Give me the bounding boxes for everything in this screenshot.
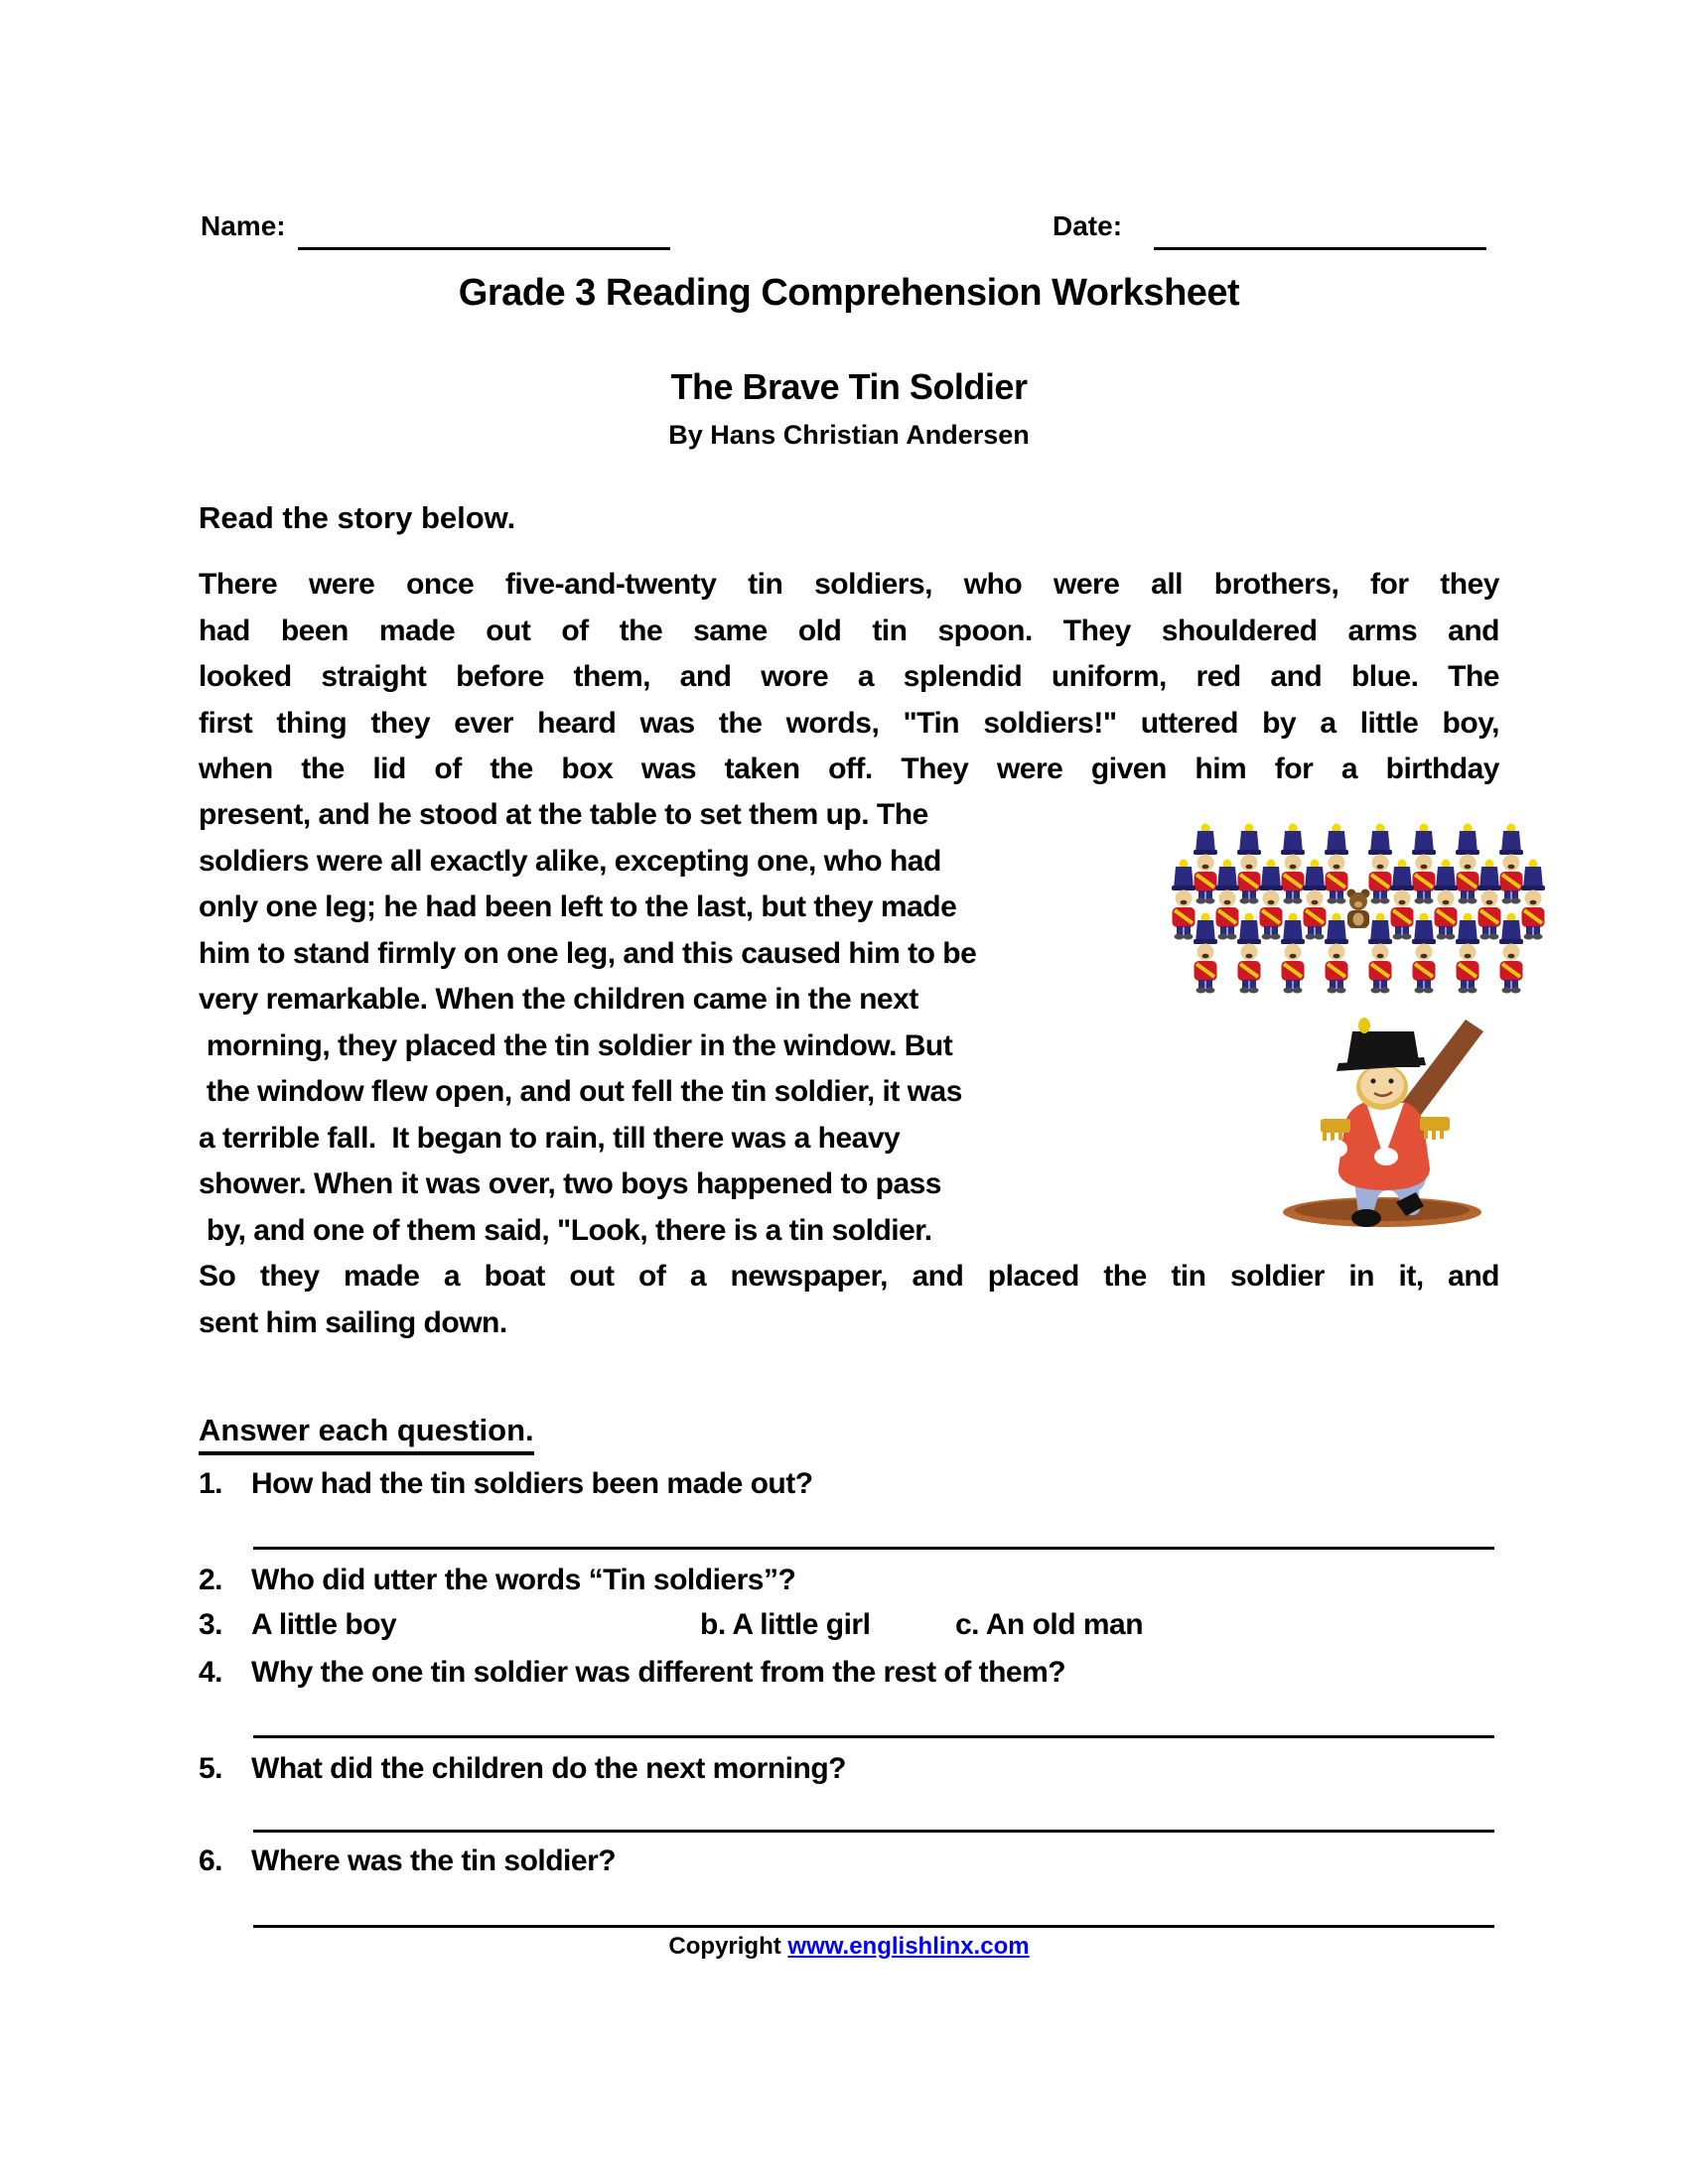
story-line: very remarkable. When the children came in the next xyxy=(199,983,918,1016)
question-text: What did the children do the next morning? xyxy=(251,1752,846,1785)
question-text: Where was the tin soldier? xyxy=(251,1844,617,1877)
story-paragraph-2 xyxy=(199,1254,1499,1346)
question-text: Why the one tin soldier was different from the rest of them? xyxy=(251,1656,1066,1689)
date-blank-line[interactable] xyxy=(1154,247,1486,250)
page-title: Grade 3 Reading Comprehension Worksheet xyxy=(458,272,1240,314)
answer-option-b[interactable]: b. A little girl xyxy=(700,1608,871,1641)
answer-line[interactable] xyxy=(253,1547,1494,1550)
answer-line[interactable] xyxy=(253,1925,1494,1928)
date-label: Date: xyxy=(1053,210,1123,241)
story-title: The Brave Tin Soldier xyxy=(670,366,1028,407)
question-4 xyxy=(199,1656,1499,1691)
answer-option-c[interactable]: c. An old man xyxy=(955,1608,1144,1641)
read-instruction: Read the story below. xyxy=(199,500,516,535)
question-3 xyxy=(199,1608,1499,1643)
story-line: the window flew open, and out fell the tin soldier, it was xyxy=(199,1075,962,1108)
footer xyxy=(199,1934,1499,1960)
story-paragraph-1 xyxy=(199,562,1499,793)
story-line: a terrible fall. It began to rain, till there was a heavy xyxy=(199,1121,901,1155)
tin-soldier-image xyxy=(1271,1008,1499,1236)
copyright-label: Copyright xyxy=(668,1933,788,1960)
story-line: when the lid of the box was taken off. They were given him for a birthday xyxy=(199,752,1499,785)
story-byline: By Hans Christian Andersen xyxy=(668,420,1030,450)
question-number: 5. xyxy=(199,1752,223,1785)
answer-instruction: Answer each question. xyxy=(199,1415,534,1455)
story-illustration xyxy=(1157,818,1554,1255)
name-label: Name: xyxy=(201,210,286,241)
question-number: 1. xyxy=(199,1467,223,1500)
story-line: only one leg; he had been left to the last, but they made xyxy=(199,890,957,923)
story-paragraph-wrapped xyxy=(199,792,1107,1254)
story-line: There were once five-and-twenty tin soldiers, who were all brothers, for they xyxy=(199,568,1499,601)
question-6 xyxy=(199,1844,1499,1879)
story-line: morning, they placed the tin soldier in the window. But xyxy=(199,1028,953,1062)
story-line: present, and he stood at the table to set them up. The xyxy=(199,798,928,831)
question-text: How had the tin soldiers been made out? xyxy=(251,1467,813,1500)
story-line: shower. When it was over, two boys happened to pass xyxy=(199,1167,941,1200)
answer-line[interactable] xyxy=(253,1830,1494,1833)
story-line: him to stand firmly on one leg, and this caused him to be xyxy=(199,936,977,970)
question-number: 3. xyxy=(199,1608,223,1641)
story-line: sent him sailing down. xyxy=(199,1305,507,1339)
question-text: Who did utter the words “Tin soldiers”? xyxy=(251,1564,796,1596)
question-1 xyxy=(199,1467,1499,1502)
story-line: first thing they ever heard was the words, "Tin soldiers!" uttered by a little boy, xyxy=(199,706,1499,740)
story-line: soldiers were all exactly alike, excepting one, who had xyxy=(199,844,941,878)
answer-option-a[interactable]: A little boy xyxy=(251,1608,397,1641)
question-number: 2. xyxy=(199,1564,223,1596)
question-2 xyxy=(199,1564,1499,1598)
answer-line[interactable] xyxy=(253,1735,1494,1738)
story-line: had been made out of the same old tin spoon. They shouldered arms and xyxy=(199,614,1499,647)
question-5 xyxy=(199,1752,1499,1787)
name-blank-line[interactable] xyxy=(298,247,670,250)
story-line: looked straight before them, and wore a splendid uniform, red and blue. The xyxy=(199,660,1499,693)
question-number: 4. xyxy=(199,1656,223,1689)
story-line: by, and one of them said, "Look, there is a tin soldier. xyxy=(199,1213,932,1247)
question-number: 6. xyxy=(199,1844,223,1877)
copyright-link[interactable]: www.englishlinx.com xyxy=(787,1933,1030,1960)
story-line: So they made a boat out of a newspaper, and placed the tin soldier in it, and xyxy=(199,1260,1499,1293)
tin-soldiers-group-image xyxy=(1162,822,1549,1003)
